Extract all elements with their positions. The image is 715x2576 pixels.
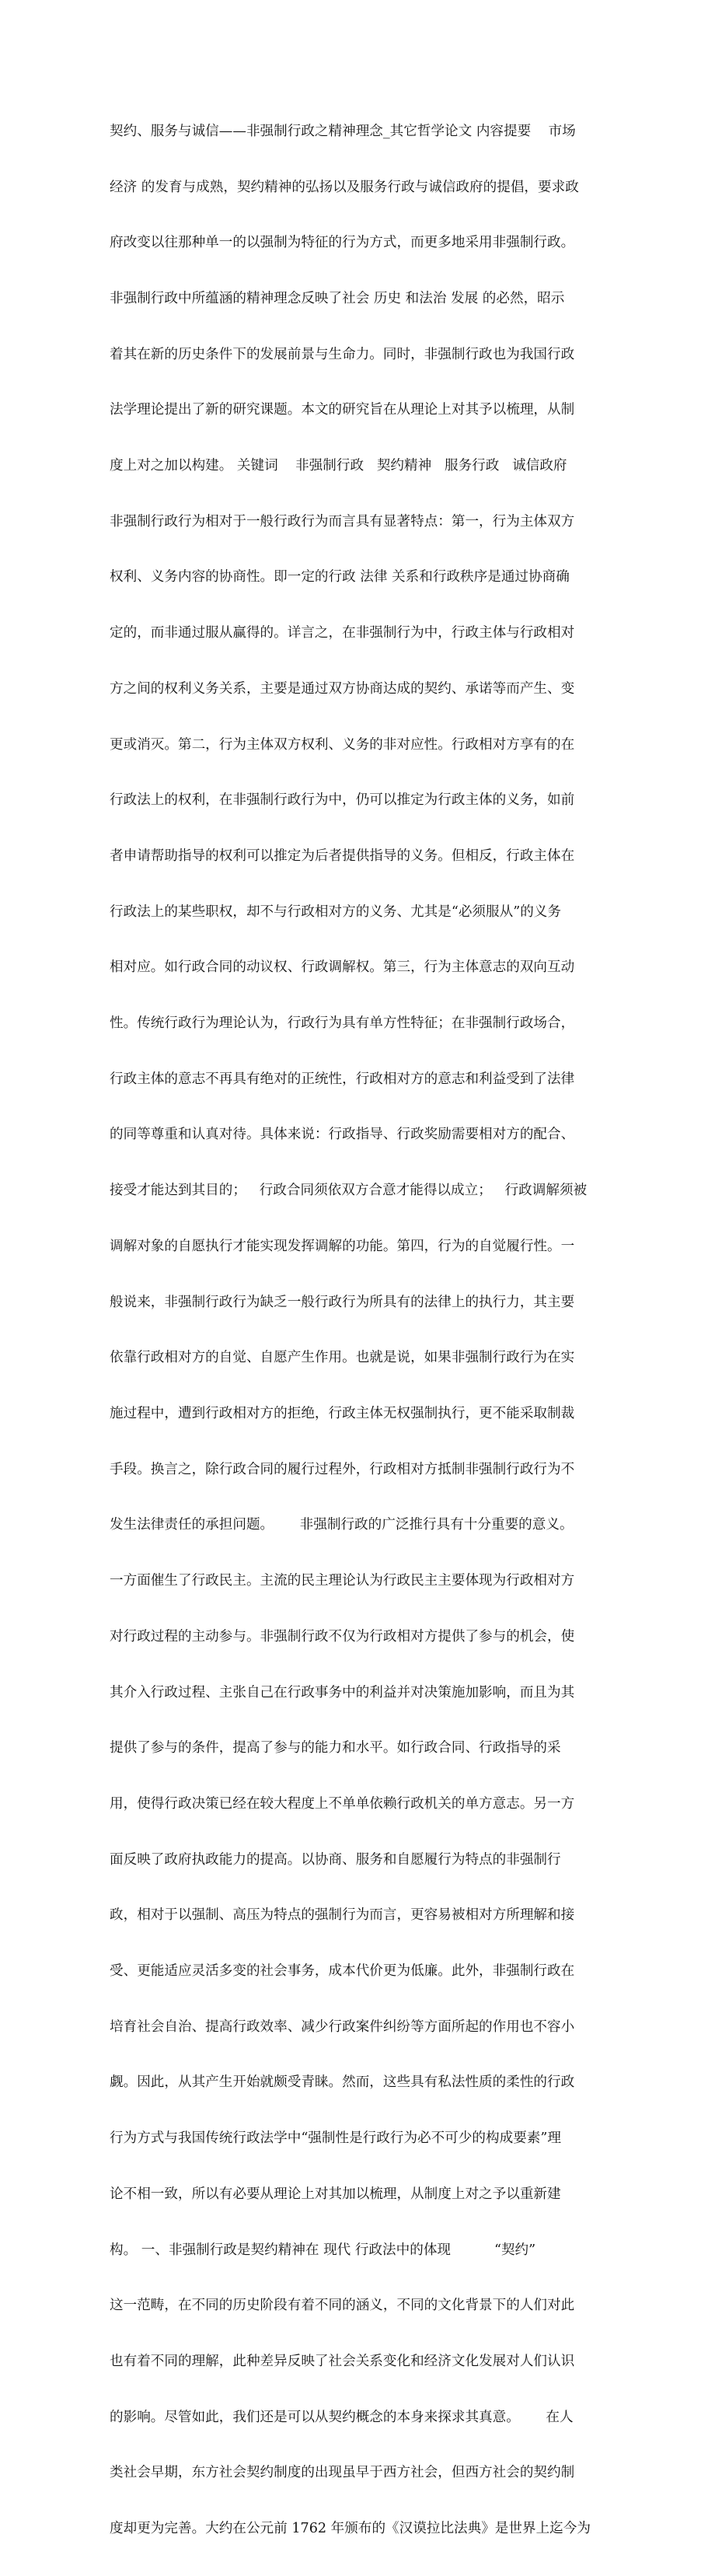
text-line: 行为方式与我国传统行政法学中“强制性是行政行为必不可少的构成要素”理 [110,2130,561,2147]
text-line: 也有着不同的理解，此种差异反映了社会关系变化和经济文化发展对人们认识 [110,2353,575,2369]
text-line: 行政法上的权利，在非强制行政行为中，仍可以推定为行政主体的义务，如前 [110,792,575,809]
text-line: 度却更为完善。大约在公元前 1762 年颁布的《汉谟拉比法典》是世界上迄今为 [110,2521,591,2537]
text-line: 手段。换言之，除行政合同的履行过程外，行政相对方抵制非强制行政行为不 [110,1461,575,1477]
text-line: 经济 的发育与成熟，契约精神的弘扬以及服务行政与诚信政府的提倡，要求政 [110,179,579,195]
text-line: 般说来，非强制行政行为缺乏一般行政行为所具有的法律上的执行力，其主要 [110,1294,575,1310]
text-line: 定的，而非通过服从赢得的。详言之，在非强制行为中，行政主体与行政相对 [110,625,575,641]
text-line: 更或消灭。第二，行为主体双方权利、义务的非对应性。行政相对方享有的在 [110,736,575,753]
text-line: 契约、服务与诚信——非强制行政之精神理念_其它哲学论文 内容提要 市场 [110,123,576,139]
text-line: 依靠行政相对方的自觉、自愿产生作用。也就是说，如果非强制行政行为在实 [110,1350,575,1366]
text-line: 行政法上的某些职权，却不与行政相对方的义务、尤其是“必须服从”的义务 [110,904,561,920]
text-line: 的同等尊重和认真对待。具体来说：行政指导、行政奖励需要相对方的配合、 [110,1127,575,1143]
article-body [110,86,611,2576]
text-line: 性。传统行政行为理论认为，行政行为具有单方性特征；在非强制行政场合， [110,1015,575,1032]
text-line: 调解对象的自愿执行才能实现发挥调解的功能。第四，行为的自觉履行性。一 [110,1238,575,1254]
text-line: 非强制行政行为相对于一般行政行为而言具有显著特点：第一，行为主体双方 [110,513,575,530]
text-line: 方之间的权利义务关系，主要是通过双方协商达成的契约、承诺等而产生、变 [110,680,575,697]
text-line: 这一范畴，在不同的历史阶段有着不同的涵义，不同的文化背景下的人们对此 [110,2298,575,2314]
text-line: 觑。因此，从其产生开始就颇受青睐。然而，这些具有私法性质的柔性的行政 [110,2074,575,2091]
text-line: 类社会早期，东方社会契约制度的出现虽早于西方社会，但西方社会的契约制 [110,2465,575,2481]
text-line: 行政主体的意志不再具有绝对的正统性，行政相对方的意志和利益受到了法律 [110,1071,575,1087]
text-line: 政，相对于以强制、高压为特点的强制行为而言，更容易被相对方所理解和接 [110,1907,575,1924]
text-line: 者申请帮助指导的权利可以推定为后者提供指导的义务。但相反，行政主体在 [110,848,575,864]
text-line: 面反映了政府执政能力的提高。以协商、服务和自愿履行为特点的非强制行 [110,1851,561,1868]
text-line: 培育社会自治、提高行政效率、减少行政案件纠纷等方面所起的作用也不容小 [110,2019,575,2035]
text-line: 用，使得行政决策已经在较大程度上不单单依赖行政机关的单方意志。另一方 [110,1795,575,1812]
text-line: 对行政过程的主动参与。非强制行政不仅为行政相对方提供了参与的机会，使 [110,1628,575,1645]
text-line: 非强制行政中所蕴涵的精神理念反映了社会 历史 和法治 发展 的必然，昭示 [110,290,565,306]
text-line: 权利、义务内容的协商性。即一定的行政 法律 关系和行政秩序是通过协商确 [110,569,570,585]
text-line: 构。 一、非强制行政是契约精神在 现代 行政法中的体现 “契约” [110,2242,536,2258]
text-line: 发生法律责任的承担问题。 非强制行政的广泛推行具有十分重要的意义。 [110,1517,574,1533]
text-line: 施过程中，遭到行政相对方的拒绝，行政主体无权强制执行，更不能采取制裁 [110,1405,575,1421]
text-line: 一方面催生了行政民主。主流的民主理论认为行政民主主要体现为行政相对方 [110,1573,575,1589]
text-line: 着其在新的历史条件下的发展前景与生命力。同时，非强制行政也为我国行政 [110,346,575,362]
text-line: 法学理论提出了新的研究课题。本文的研究旨在从理论上对其予以梳理，从制 [110,402,575,418]
text-line: 论不相一致，所以有必要从理论上对其加以梳理，从制度上对之予以重新建 [110,2186,561,2202]
text-line: 相对应。如行政合同的动议权、行政调解权。第三，行为主体意志的双向互动 [110,959,575,976]
text-line: 接受才能达到其目的； 行政合同须依双方合意才能得以成立； 行政调解须被 [110,1183,588,1199]
text-line: 提供了参与的条件，提高了参与的能力和水平。如行政合同、行政指导的采 [110,1740,561,1756]
text-line: 的影响。尽管如此，我们还是可以从契约概念的本身来探求其真意。 在人 [110,2409,574,2425]
text-line: 其介入行政过程、主张自己在行政事务中的利益并对决策施加影响，而且为其 [110,1684,575,1700]
text-line: 度上对之加以构建。 关键词 非强制行政 契约精神 服务行政 诚信政府 [110,458,567,474]
text-line: 受、更能适应灵活多变的社会事务，成本代价更为低廉。此外，非强制行政在 [110,1963,575,1980]
text-line: 府改变以往那种单一的以强制为特征的行为方式，而更多地采用非强制行政。 [110,235,575,251]
